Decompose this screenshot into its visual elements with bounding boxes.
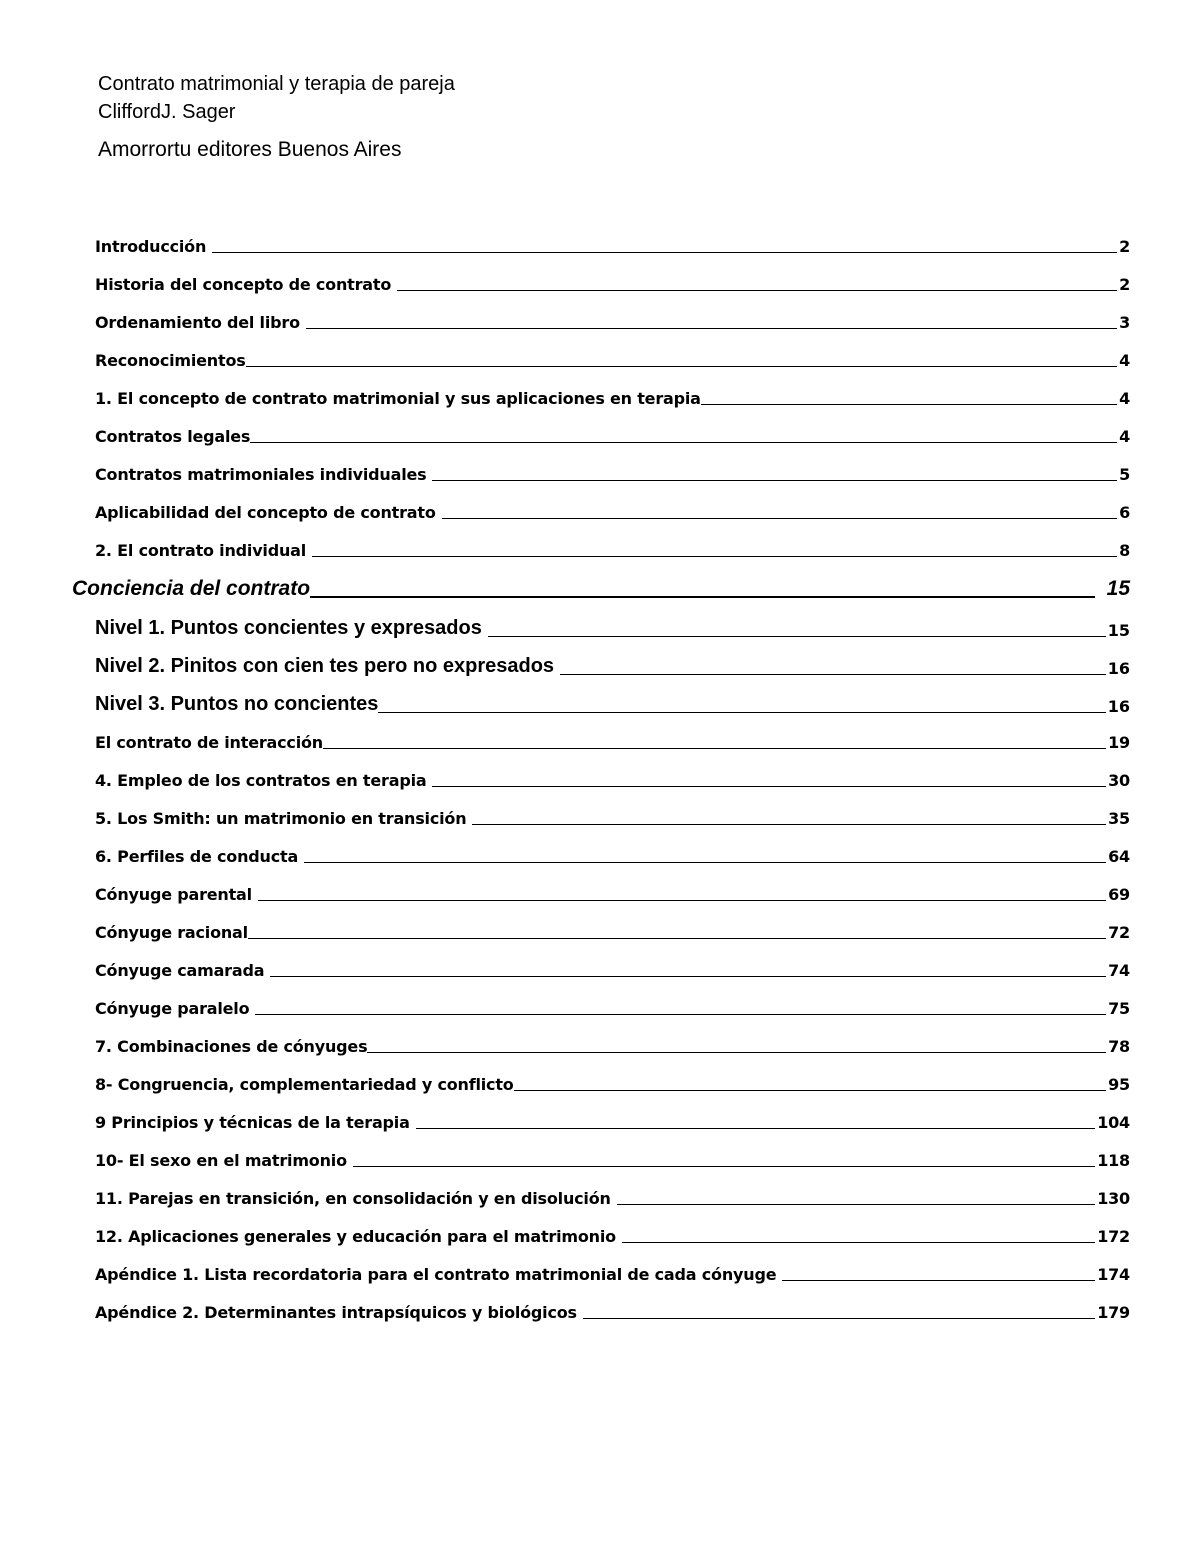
book-publisher: Amorrortu editores Buenos Aires bbox=[98, 138, 402, 161]
toc-entry[interactable] bbox=[95, 771, 1130, 790]
toc-entry-title: Nivel 2. Pinitos con cien tes pero no expresados bbox=[95, 655, 555, 677]
toc-entry[interactable] bbox=[95, 961, 1130, 980]
toc-entry-page: 19 bbox=[1108, 733, 1130, 752]
toc-entry-page: 69 bbox=[1108, 885, 1130, 904]
toc-entry-title: 5. Los Smith: un matrimonio en transición bbox=[95, 809, 467, 828]
toc-entry-title: Cónyuge parental bbox=[95, 885, 252, 904]
toc-leader-line bbox=[378, 711, 1105, 713]
toc-entry-page: 16 bbox=[1107, 697, 1130, 716]
toc-entry[interactable] bbox=[95, 847, 1130, 866]
toc-leader-line bbox=[312, 555, 1117, 557]
toc-entry[interactable] bbox=[95, 1151, 1130, 1170]
toc-entry[interactable] bbox=[95, 809, 1130, 828]
toc-entry-page: 30 bbox=[1108, 771, 1130, 790]
toc-entry-title: 11. Parejas en transición, en consolidación y en disolución bbox=[95, 1189, 611, 1208]
toc-leader-line bbox=[560, 673, 1106, 675]
toc-entry-page: 3 bbox=[1119, 313, 1130, 332]
toc-leader-line bbox=[472, 823, 1106, 825]
toc-entry[interactable] bbox=[95, 427, 1130, 446]
toc-entry-title: Cónyuge racional bbox=[95, 923, 248, 942]
toc-entry-page: 15 bbox=[1106, 577, 1130, 600]
toc-entry-title: 8- Congruencia, complementariedad y conflicto bbox=[95, 1075, 514, 1094]
toc-leader-line bbox=[310, 595, 1095, 598]
toc-entry-title: 4. Empleo de los contratos en terapia bbox=[95, 771, 427, 790]
toc-entry[interactable] bbox=[95, 275, 1130, 294]
toc-leader-line bbox=[246, 365, 1117, 367]
toc-leader-line bbox=[250, 441, 1117, 443]
toc-entry-title: 10- El sexo en el matrimonio bbox=[95, 1151, 347, 1170]
toc-leader-line bbox=[353, 1165, 1095, 1167]
toc-entry-title: Ordenamiento del libro bbox=[95, 313, 300, 332]
toc-entry-title: Apéndice 2. Determinantes intrapsíquicos y biológicos bbox=[95, 1303, 577, 1322]
toc-leader-line bbox=[488, 635, 1106, 637]
toc-entry-title: 2. El contrato individual bbox=[95, 541, 307, 560]
toc-entry[interactable] bbox=[95, 1113, 1130, 1132]
toc-entry[interactable] bbox=[95, 1075, 1130, 1094]
toc-entry-page: 6 bbox=[1119, 503, 1130, 522]
toc-entry-level[interactable] bbox=[95, 617, 1130, 640]
toc-entry[interactable] bbox=[95, 351, 1130, 370]
toc-entry-page: 15 bbox=[1107, 621, 1130, 640]
toc-leader-line bbox=[397, 289, 1117, 291]
toc-entry-title: Nivel 3. Puntos no concientes bbox=[95, 693, 379, 715]
toc-entry-level[interactable] bbox=[95, 693, 1130, 716]
toc-entry[interactable] bbox=[95, 1037, 1130, 1056]
toc-leader-line bbox=[306, 327, 1117, 329]
toc-entry-page: 95 bbox=[1108, 1075, 1130, 1094]
toc-entry-page: 172 bbox=[1097, 1227, 1130, 1246]
toc-leader-line bbox=[514, 1089, 1107, 1091]
toc-entry[interactable] bbox=[95, 1189, 1130, 1208]
toc-entry-title: 9 Principios y técnicas de la terapia bbox=[95, 1113, 410, 1132]
toc-leader-line bbox=[258, 899, 1106, 901]
toc-entry-title: Reconocimientos bbox=[95, 351, 246, 370]
toc-entry-page: 8 bbox=[1119, 541, 1130, 560]
toc-entry-title: 12. Aplicaciones generales y educación para el matrimonio bbox=[95, 1227, 616, 1246]
toc-entry[interactable] bbox=[95, 389, 1130, 408]
toc-entry-page: 104 bbox=[1097, 1113, 1130, 1132]
toc-entry-page: 130 bbox=[1097, 1189, 1130, 1208]
toc-leader-line bbox=[617, 1203, 1095, 1205]
toc-entry-major[interactable] bbox=[72, 577, 1130, 601]
toc-entry-page: 4 bbox=[1119, 427, 1130, 446]
toc-leader-line bbox=[367, 1051, 1106, 1053]
toc-entry[interactable] bbox=[95, 541, 1130, 560]
toc-leader-line bbox=[432, 479, 1117, 481]
book-author: CliffordJ. Sager bbox=[98, 101, 236, 123]
toc-entry-page: 16 bbox=[1107, 659, 1130, 678]
toc-entry[interactable] bbox=[95, 923, 1130, 942]
toc-leader-line bbox=[304, 861, 1106, 863]
book-title: Contrato matrimonial y terapia de pareja bbox=[98, 73, 455, 95]
toc-entry-title: Conciencia del contrato bbox=[72, 577, 311, 600]
toc-entry[interactable] bbox=[95, 733, 1130, 752]
toc-entry-title: Aplicabilidad del concepto de contrato bbox=[95, 503, 436, 522]
toc-entry-page: 72 bbox=[1108, 923, 1130, 942]
toc-leader-line bbox=[212, 251, 1117, 253]
toc-entry[interactable] bbox=[95, 313, 1130, 332]
toc-entry-page: 174 bbox=[1097, 1265, 1130, 1284]
toc-entry-title: Historia del concepto de contrato bbox=[95, 275, 392, 294]
toc-entry-title: Contratos matrimoniales individuales bbox=[95, 465, 427, 484]
toc-entry-title: Nivel 1. Puntos concientes y expresados bbox=[95, 617, 482, 639]
toc-leader-line bbox=[432, 785, 1106, 787]
toc-entry-page: 4 bbox=[1119, 389, 1130, 408]
toc-leader-line bbox=[701, 403, 1117, 405]
toc-leader-line bbox=[782, 1279, 1095, 1281]
toc-entry-page: 5 bbox=[1119, 465, 1130, 484]
toc-entry-page: 74 bbox=[1108, 961, 1130, 980]
toc-entry-title: 1. El concepto de contrato matrimonial y sus aplicaciones en terapia bbox=[95, 389, 701, 408]
toc-entry-page: 4 bbox=[1119, 351, 1130, 370]
toc-entry[interactable] bbox=[95, 885, 1130, 904]
toc-entry-page: 35 bbox=[1108, 809, 1130, 828]
toc-entry-page: 2 bbox=[1119, 275, 1130, 294]
toc-entry-page: 78 bbox=[1108, 1037, 1130, 1056]
toc-entry-level[interactable] bbox=[95, 655, 1130, 678]
toc-entry[interactable] bbox=[95, 237, 1130, 256]
toc-entry-title: 6. Perfiles de conducta bbox=[95, 847, 299, 866]
toc-leader-line bbox=[323, 747, 1106, 749]
toc-leader-line bbox=[622, 1241, 1095, 1243]
toc-entry[interactable] bbox=[95, 1303, 1130, 1322]
toc-leader-line bbox=[248, 937, 1106, 939]
toc-entry-title: Introducción bbox=[95, 237, 207, 256]
toc-entry-page: 64 bbox=[1108, 847, 1130, 866]
toc-entry[interactable] bbox=[95, 999, 1130, 1018]
toc-entry-page: 75 bbox=[1108, 999, 1130, 1018]
toc-leader-line bbox=[583, 1317, 1095, 1319]
toc-leader-line bbox=[442, 517, 1117, 519]
toc-entry-title: Cónyuge camarada bbox=[95, 961, 265, 980]
toc-entry[interactable] bbox=[95, 1265, 1130, 1284]
toc-leader-line bbox=[270, 975, 1106, 977]
toc-leader-line bbox=[255, 1013, 1106, 1015]
toc-entry-title: Contratos legales bbox=[95, 427, 251, 446]
toc-leader-line bbox=[416, 1127, 1096, 1129]
toc-entry[interactable] bbox=[95, 503, 1130, 522]
toc-entry-title: El contrato de interacción bbox=[95, 733, 323, 752]
toc-entry[interactable] bbox=[95, 465, 1130, 484]
toc-entry-page: 118 bbox=[1097, 1151, 1130, 1170]
toc-entry-title: Apéndice 1. Lista recordatoria para el contrato matrimonial de cada cónyuge bbox=[95, 1265, 777, 1284]
toc-entry-title: Cónyuge paralelo bbox=[95, 999, 250, 1018]
toc-entry[interactable] bbox=[95, 1227, 1130, 1246]
toc-entry-title: 7. Combinaciones de cónyuges bbox=[95, 1037, 368, 1056]
toc-entry-page: 179 bbox=[1097, 1303, 1130, 1322]
toc-entry-page: 2 bbox=[1119, 237, 1130, 256]
